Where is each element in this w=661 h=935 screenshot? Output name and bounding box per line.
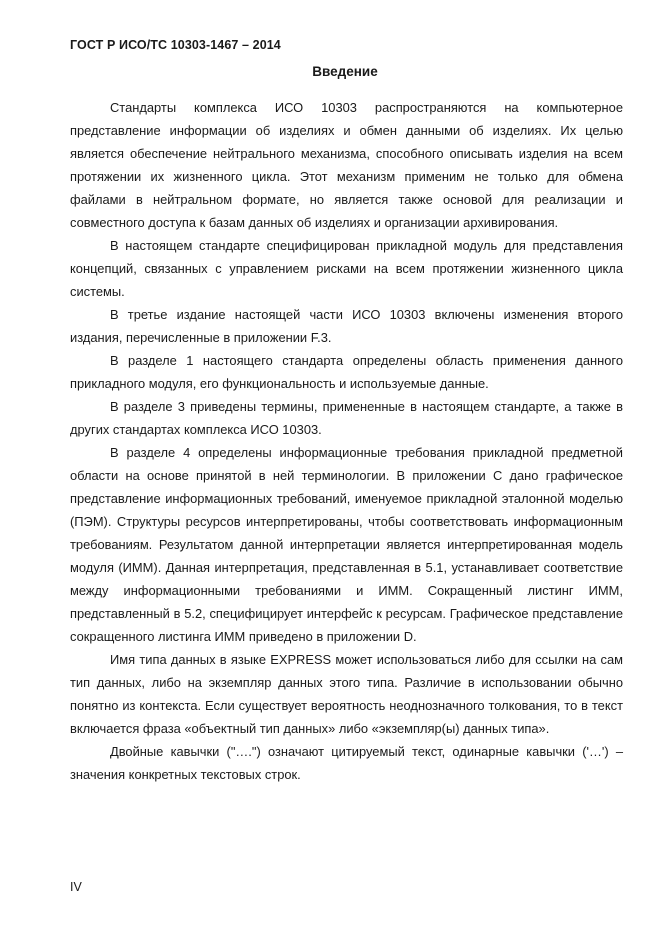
- paragraph: В разделе 4 определены информационные требования прикладной предметной области на основе принятой в ней терминологии. В приложении С дано графическое представление информационных требований, именуемое прикладной эталонной моделью (ПЭМ). Структуры ресурсов интерпретированы, чтобы соответствовать информационным требованиям. Результатом данной интерпретации является интерпретированная модель модуля (ИММ). Данная интерпретация, представленная в 5.1, устанавливает соответствие между информационными требованиями и ИММ. Сокращенный листинг ИММ, представленный в 5.2, специфицирует интерфейс к ресурсам. Графическое представление сокращенного листинга ИММ приведено в приложении D.: [70, 445, 623, 644]
- paragraph: Стандарты комплекса ИСО 10303 распространяются на компьютерное представление информации об изделиях и обмен данными об изделиях. Их целью является обеспечение нейтрального механизма, способного описывать изделия на всем протяжении их жизненного цикла. Этот механизм применим не только для обмена файлами в нейтральном формате, но является также основой для реализации и совместного доступа к базам данных об изделиях и организации архивирования.: [70, 100, 623, 230]
- document-body: [70, 96, 623, 786]
- paragraph: Имя типа данных в языке EXPRESS может использоваться либо для ссылки на сам тип данных, либо на экземпляр данных этого типа. Различие в использовании обычно понятно из контекста. Если существует вероятность неоднозначного толкования, то в текст включается фраза «объектный тип данных» либо «экземпляр(ы) данных типа».: [70, 652, 623, 736]
- paragraph: В третье издание настоящей части ИСО 10303 включены изменения второго издания, перечисленные в приложении F.3.: [70, 307, 623, 345]
- paragraph: В настоящем стандарте специфицирован прикладной модуль для представления концепций, связанных с управлением рисками на всем протяжении жизненного цикла системы.: [70, 238, 623, 299]
- paragraph: В разделе 3 приведены термины, примененные в настоящем стандарте, а также в других стандартах комплекса ИСО 10303.: [70, 399, 623, 437]
- page-number: IV: [70, 880, 82, 894]
- paragraph: Двойные кавычки ("….") означают цитируемый текст, одинарные кавычки ('…') – значения конкретных текстовых строк.: [70, 744, 623, 782]
- document-header: ГОСТ Р ИСО/ТС 10303-1467 – 2014: [70, 38, 281, 52]
- paragraph: В разделе 1 настоящего стандарта определены область применения данного прикладного модуля, его функциональность и используемые данные.: [70, 353, 623, 391]
- section-title: Введение: [312, 64, 378, 79]
